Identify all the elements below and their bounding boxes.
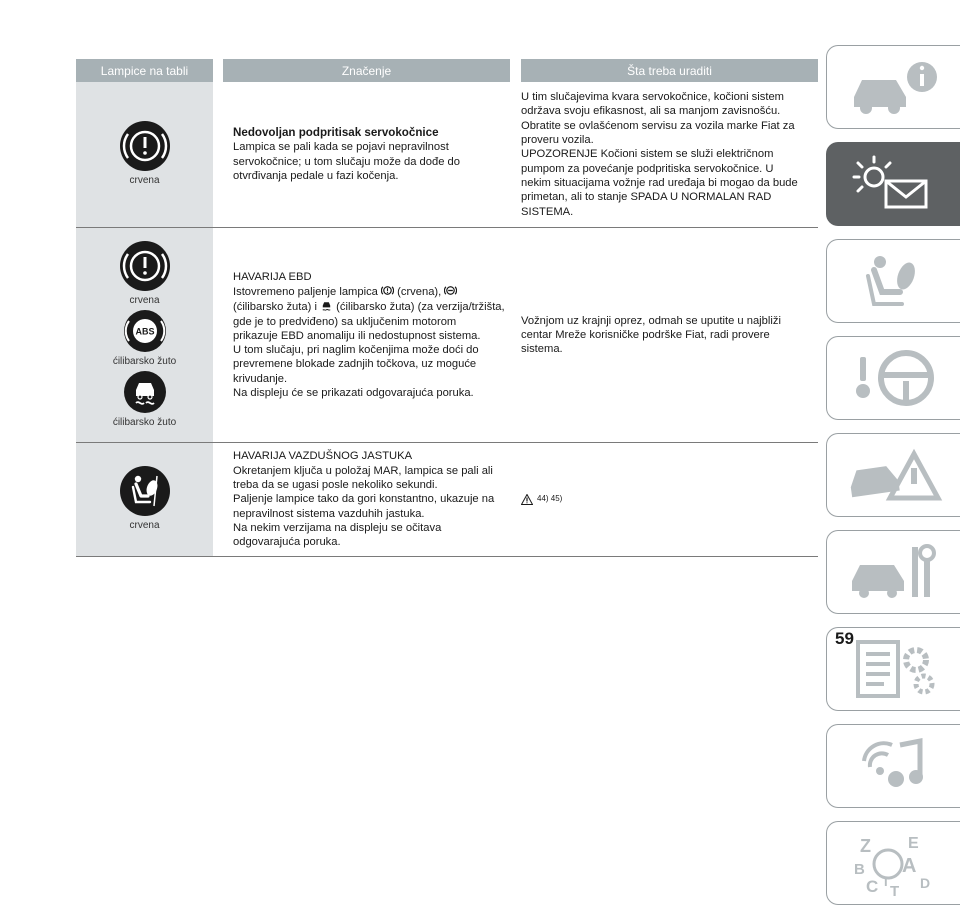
- page-number: 59: [835, 629, 854, 648]
- action-line: SISTEMA.: [521, 205, 574, 218]
- meaning-line: servokočnice; u tom slučaju može da dođe do: [233, 155, 460, 168]
- tab-index[interactable]: [826, 821, 960, 905]
- header-meaning: Značenje: [223, 59, 510, 82]
- index-letter: A: [901, 855, 916, 877]
- chapter-tabs: [826, 45, 960, 918]
- meaning-line: Na displeju će se prikazati odgovarajuća poruka.: [233, 387, 474, 400]
- header-lamps: Lampice na tabli: [76, 59, 213, 82]
- meaning-line: prikazuje EBD anomaliju ili nedostupnost sistema.: [233, 329, 481, 342]
- header-action: Šta treba uraditi: [521, 59, 818, 82]
- lamp-color-label: ćilibarsko žuto: [112, 355, 177, 367]
- table-row: [76, 228, 818, 443]
- lamp-cell: [76, 82, 213, 227]
- action-line: pumpom za povećanje podpritiska servokočnice. U: [521, 162, 774, 175]
- meaning-line: Na nekim verzijama na displeju se očitava: [233, 521, 442, 534]
- meaning-line: otvrđivanja pedale u fazi kočenja.: [233, 169, 399, 182]
- index-letter: T: [889, 883, 899, 898]
- meaning-text: (crvena),: [397, 285, 442, 298]
- meaning-title: Nedovoljan podpritisak servokočnice: [233, 125, 439, 139]
- brake-warning-icon: [381, 284, 394, 297]
- warning-refs: [521, 492, 818, 506]
- lamp-color-label: crvena: [129, 294, 160, 306]
- meaning-cell: [223, 228, 510, 442]
- action-cell: [521, 443, 818, 556]
- tab-warning-lights[interactable]: [826, 142, 960, 226]
- meaning-line: HAVARIJA VAZDUŠNOG JASTUKA: [233, 450, 413, 463]
- esc-icon: [123, 370, 167, 414]
- action-line: centar Mreže korisničke podrške Fiat, radi provere: [521, 328, 770, 341]
- warning-lights-table: [76, 59, 818, 557]
- meaning-line: HAVARIJA EBD: [233, 270, 312, 283]
- warning-lights-icon: [844, 149, 944, 219]
- action-line: održava svoju efikasnost, ali sa manjom zavisnošću.: [521, 105, 781, 118]
- index-letter: D: [919, 875, 930, 891]
- action-line: UPOZORENJE Kočioni sistem se služi električnom: [521, 148, 774, 161]
- meaning-line: prevremene blokade zadnjih točkova, uz moguće: [233, 358, 477, 371]
- action-cell: [521, 228, 818, 442]
- lamp-cell: [76, 443, 213, 556]
- car-info-icon: [844, 52, 944, 122]
- meaning-line: [233, 299, 510, 314]
- tab-seats-airbag[interactable]: [826, 239, 960, 323]
- index-letter: Z: [859, 836, 871, 856]
- lamp-cell: [76, 228, 213, 442]
- meaning-line: treba da se ugasi posle nekoliko sekundi.: [233, 479, 438, 492]
- tab-multimedia[interactable]: [826, 724, 960, 808]
- steering-wheel-icon: [844, 343, 944, 413]
- meaning-cell: [223, 443, 510, 556]
- brake-warning-icon: [119, 120, 171, 172]
- lamp-color-label: crvena: [129, 175, 160, 186]
- brake-warning-icon: [119, 240, 171, 292]
- specs-icon: [844, 634, 944, 704]
- action-cell: [521, 82, 818, 227]
- index-letter: B: [853, 861, 865, 878]
- meaning-line: Lampica se pali kada se pojavi nepravilnost: [233, 141, 449, 154]
- action-line: nekim situacijama vožnje rad uređaja bi mogao da bude: [521, 176, 798, 189]
- action-line: sistema.: [521, 343, 563, 356]
- tab-car-info[interactable]: [826, 45, 960, 129]
- esc-icon: [320, 299, 333, 312]
- tab-driving[interactable]: [826, 336, 960, 420]
- meaning-line: gde je to predviđeno) sa uključenim motorom: [233, 315, 457, 328]
- index-letter: E: [907, 835, 919, 852]
- emergency-icon: [844, 440, 944, 510]
- table-row: [76, 82, 818, 228]
- multimedia-icon: [844, 731, 944, 801]
- action-line: U tim slučajevima kvara servokočnice, kočioni sistem: [521, 91, 784, 104]
- index-letter: C: [865, 877, 878, 896]
- airbag-warning-icon: [119, 465, 171, 517]
- action-line: Vožnjom uz krajnji oprez, odmah se uputite u najbliži: [521, 314, 781, 327]
- maintenance-icon: [844, 537, 944, 607]
- meaning-line: nepravilnost sistema vazduhih jastuka.: [233, 507, 425, 520]
- abs-icon: [444, 284, 457, 297]
- meaning-line: U tom slučaju, pri naglim kočenjima može doći do: [233, 344, 479, 357]
- lamp-color-label: ćilibarsko žuto: [112, 416, 177, 428]
- seat-airbag-icon: [844, 246, 944, 316]
- warning-triangle-icon: [521, 494, 533, 505]
- meaning-line: krivudanje.: [233, 372, 288, 385]
- tab-emergency[interactable]: [826, 433, 960, 517]
- abs-icon: [123, 309, 167, 353]
- lamp-color-label: crvena: [129, 520, 160, 531]
- abs-label: ABS: [134, 326, 155, 336]
- meaning-text: (ćilibarsko žuta) (za verzija/tržišta,: [336, 301, 505, 314]
- warning-ref-text: 44) 45): [537, 494, 563, 504]
- meaning-cell: [223, 82, 510, 227]
- action-line: proveru vozila.: [521, 134, 594, 147]
- table-row: [76, 443, 818, 557]
- meaning-line: [233, 284, 510, 299]
- action-line: Obratite se ovlašćenom servisu za vozila marke Fiat za: [521, 119, 795, 132]
- meaning-text: Istovremeno paljenje lampica: [233, 285, 378, 298]
- action-line: primetan, ali to stanje SPADA U NORMALAN RAD: [521, 191, 772, 204]
- meaning-text: (ćilibarsko žuta) i: [233, 301, 317, 314]
- meaning-line: odgovarajuća poruka.: [233, 536, 341, 549]
- meaning-line: Okretanjem ključa u položaj MAR, lampica se pali ali: [233, 464, 493, 477]
- index-icon: [844, 828, 944, 898]
- table-header: [76, 59, 818, 82]
- meaning-line: Paljenje lampice tako da gori konstantno, ukazuje na: [233, 493, 495, 506]
- index-letter: I: [883, 874, 888, 889]
- tab-maintenance[interactable]: [826, 530, 960, 614]
